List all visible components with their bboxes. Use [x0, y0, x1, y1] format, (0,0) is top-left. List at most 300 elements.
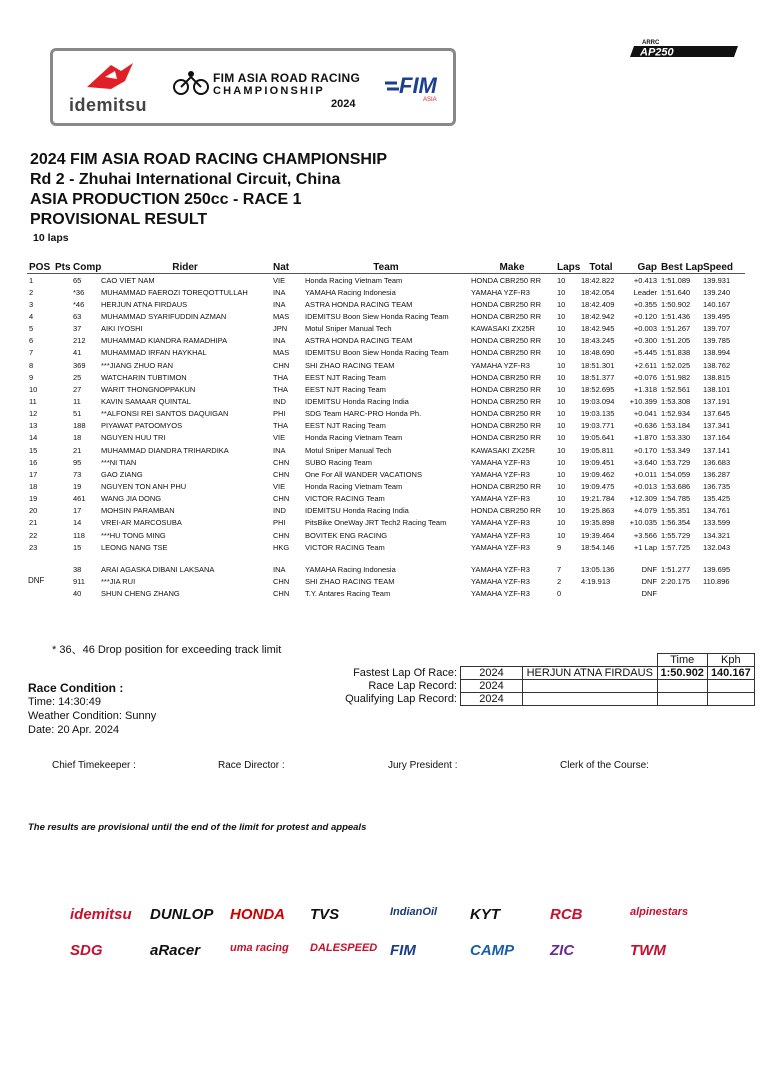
- cell-pts: [53, 286, 71, 298]
- cell-nat: CHN: [273, 469, 290, 479]
- cell-nat: CHN: [273, 576, 290, 586]
- cell-pts: [53, 347, 71, 359]
- cell-speed: 137.164: [703, 433, 731, 443]
- cell-comp: 11: [73, 396, 81, 406]
- results-body: [27, 274, 745, 554]
- cell-comp: 65: [73, 275, 82, 285]
- cell-nat: VIE: [273, 433, 286, 443]
- cell-team: EEST NJT Racing Team: [305, 384, 386, 394]
- cell-make: YAMAHA YZF-R3: [471, 542, 530, 552]
- cell-make: YAMAHA YZF-R3: [471, 530, 530, 540]
- cell-gap: +2.611: [634, 360, 657, 370]
- cell-pts: [53, 383, 71, 395]
- cell-team: Honda Racing Vietnam Team: [305, 275, 403, 285]
- cell-laps: 10: [557, 445, 566, 455]
- result-row: [27, 395, 745, 407]
- result-row: [27, 286, 745, 298]
- title-class-race: ASIA PRODUCTION 250cc - RACE 1: [30, 191, 302, 208]
- cell-comp: 369: [73, 360, 86, 370]
- cell-pos: 10: [29, 384, 38, 394]
- cell-team: One For All WANDER VACATIONS: [305, 469, 422, 479]
- cell-total: 18:43.245: [581, 336, 615, 346]
- cell-comp: 37: [73, 324, 82, 334]
- cell-total: 18:51.301: [581, 360, 615, 370]
- cell-comp: 95: [73, 457, 82, 467]
- cell-make: HONDA CBR250 RR: [471, 421, 542, 431]
- cell-laps: 10: [557, 336, 566, 346]
- cell-best-lap: 1:51.982: [661, 372, 691, 382]
- sponsor-logo-tvs: TVS: [310, 906, 340, 923]
- cell-total: 19:03.771: [581, 421, 615, 431]
- cell-best-lap: 1:52.934: [661, 409, 691, 419]
- cell-comp: *36: [73, 287, 85, 297]
- cell-total: 18:42.054: [581, 287, 615, 297]
- cell-gap: +1.870: [633, 433, 657, 443]
- cell-nat: VIE: [273, 275, 286, 285]
- cell-laps: 10: [557, 299, 566, 309]
- cell-best-lap: 1:55.729: [661, 530, 691, 540]
- cell-team: Honda Racing Vietnam Team: [305, 481, 403, 491]
- cell-speed: 138.101: [703, 384, 731, 394]
- cell-rider: WARIT THONGNOPPAKUN: [101, 384, 196, 394]
- cell-laps: 9: [557, 542, 562, 552]
- dnf-label: DNF: [28, 576, 45, 585]
- motorcycle-rider-icon: [171, 67, 211, 97]
- cell-speed: 139.785: [703, 336, 731, 346]
- cell-speed: 133.599: [703, 518, 731, 528]
- cell-gap: +10.035: [629, 518, 657, 528]
- dnf-body: [27, 553, 745, 599]
- cell-gap: DNF: [641, 589, 657, 599]
- cell-team: Honda Racing Vietnam Team: [305, 433, 403, 443]
- cell-total: 18:42.942: [581, 311, 615, 321]
- cell-total: 18:51.377: [581, 372, 615, 382]
- cell-rider: WANG JIA DONG: [101, 494, 162, 504]
- fim-logo-text: FIM: [399, 73, 437, 98]
- sponsor-logo-camp: CAMP: [470, 942, 515, 959]
- cell-best-lap: 1:54.785: [661, 494, 691, 504]
- qualifying-lap-record-year: 2024: [461, 693, 523, 706]
- cell-best-lap: [659, 588, 701, 600]
- cell-gap: +0.120: [633, 311, 657, 321]
- cell-total: 4:19.913: [581, 576, 611, 586]
- cell-nat: PHI: [273, 518, 286, 528]
- race-laps-note: 10 laps: [33, 232, 69, 244]
- cell-pts: [53, 371, 71, 383]
- result-row: [27, 420, 745, 432]
- cell-speed: 138.994: [703, 348, 731, 358]
- cell-make: HONDA CBR250 RR: [471, 372, 542, 382]
- cell-gap: +0.300: [633, 336, 657, 346]
- cell-speed: 137.141: [703, 445, 731, 455]
- cell-speed: 110.896: [703, 576, 730, 586]
- fim-asia-logo: [383, 69, 449, 103]
- cell-pos: 19: [29, 494, 38, 504]
- result-row: [27, 323, 745, 335]
- cell-pos: [27, 563, 53, 575]
- provisional-disclaimer: The results are provisional until the end of the limit for protest and appeals: [28, 822, 367, 833]
- cell-total: 18:48.690: [581, 348, 615, 358]
- result-row: [27, 468, 745, 480]
- cell-team: IDEMITSU Boon Siew Honda Racing Team: [305, 311, 449, 321]
- result-row: [27, 432, 745, 444]
- result-row: [27, 359, 745, 371]
- cell-speed: 138.815: [703, 372, 731, 382]
- cell-comp: 27: [73, 384, 82, 394]
- title-championship: 2024 FIM ASIA ROAD RACING CHAMPIONSHIP: [30, 151, 388, 168]
- cell-comp: 38: [73, 564, 82, 574]
- cell-nat: THA: [273, 372, 288, 382]
- cell-speed: 134.321: [703, 530, 731, 540]
- cell-gap: +5.445: [633, 348, 657, 358]
- cell-best-lap: 1:56.354: [661, 518, 691, 528]
- cell-pts: [53, 395, 71, 407]
- cell-total: 18:52.695: [581, 384, 615, 394]
- cell-pts: [53, 575, 71, 587]
- cell-total: 19:35.898: [581, 518, 615, 528]
- cell-speed: 132.043: [703, 542, 731, 552]
- cell-team: IDEMITSU Honda Racing India: [305, 506, 409, 516]
- cell-gap: +0.011: [634, 469, 657, 479]
- cell-nat: CHN: [273, 589, 290, 599]
- cell-pts: [53, 444, 71, 456]
- cell-laps: 10: [557, 518, 566, 528]
- cell-speed: 139.931: [703, 275, 731, 285]
- cell-pts: [53, 298, 71, 310]
- race-lap-record-row: [318, 680, 754, 693]
- sponsor-logo-honda: HONDA: [230, 906, 285, 923]
- col-header-pts: Pts: [55, 261, 71, 273]
- col-header-comp: Comp: [73, 261, 102, 273]
- sponsor-logo-alpinestars: alpinestars: [630, 906, 689, 918]
- result-row: [27, 347, 745, 359]
- sponsor-logo-kyt: KYT: [470, 906, 500, 923]
- cell-pos: 3: [29, 299, 34, 309]
- cell-best-lap: 1:53.729: [661, 457, 691, 467]
- idemitsu-flame-icon: [81, 59, 141, 93]
- cell-team: ASTRA HONDA RACING TEAM: [305, 299, 413, 309]
- dnf-row: [27, 563, 745, 575]
- cell-pos: 22: [29, 530, 38, 540]
- cell-pos: 6: [29, 336, 34, 346]
- records-header-row: [318, 654, 754, 667]
- cell-make: YAMAHA YZF-R3: [471, 360, 530, 370]
- cell-make: KAWASAKI ZX25R: [471, 445, 536, 455]
- cell-rider: **ALFONSI REI SANTOS DAQUIGAN: [101, 409, 229, 419]
- results-header-row: [27, 261, 745, 274]
- cell-speed: 137.341: [703, 421, 731, 431]
- cell-speed: 137.191: [703, 396, 731, 406]
- cell-speed: 136.735: [703, 481, 731, 491]
- race-date: Date: 20 Apr. 2024: [28, 724, 120, 736]
- cell-make: YAMAHA YZF-R3: [471, 457, 530, 467]
- cell-nat: VIE: [273, 481, 286, 491]
- cell-pts: [53, 529, 71, 541]
- cell-gap: +0.413: [633, 275, 657, 285]
- cell-nat: IND: [273, 506, 286, 516]
- cell-rider: ***JIANG ZHUO RAN: [101, 360, 174, 370]
- cell-pos: 16: [29, 457, 38, 467]
- cell-nat: THA: [273, 384, 288, 394]
- cell-make: HONDA CBR250 RR: [471, 275, 542, 285]
- race-lap-record-year: 2024: [461, 680, 523, 693]
- cell-make: HONDA CBR250 RR: [471, 348, 542, 358]
- cell-rider: ***JIA RUI: [101, 576, 136, 586]
- cell-total: 13:05.136: [581, 564, 615, 574]
- cell-best-lap: 1:51.205: [661, 336, 691, 346]
- header-logo-box: [50, 48, 456, 126]
- cell-nat: HKG: [273, 542, 290, 552]
- cell-gap: +0.170: [633, 445, 657, 455]
- cell-nat: IND: [273, 396, 286, 406]
- dnf-spacer-row: [27, 553, 745, 563]
- cell-pts: [53, 456, 71, 468]
- cell-rider: WATCHARIN TUBTIMON: [101, 372, 187, 382]
- cell-best-lap: 1:55.351: [661, 506, 691, 516]
- cell-pts: [53, 310, 71, 322]
- cell-best-lap: 1:53.686: [661, 481, 691, 491]
- cell-pos: 14: [29, 433, 38, 443]
- cell-team: Motul Sniper Manual Tech: [305, 445, 392, 455]
- cell-total: 19:03.135: [581, 409, 615, 419]
- col-header-pos: POS: [27, 261, 53, 274]
- cell-nat: THA: [273, 421, 288, 431]
- cell-comp: 19: [73, 481, 82, 491]
- records-col-time: Time: [657, 654, 707, 667]
- cell-laps: 10: [557, 409, 566, 419]
- cell-best-lap: 2:20.175: [661, 576, 691, 586]
- cell-laps: 2: [557, 576, 562, 586]
- cell-team: VICTOR RACING Team: [305, 494, 385, 504]
- cell-pts: [53, 335, 71, 347]
- cell-make: HONDA CBR250 RR: [471, 409, 542, 419]
- cell-make: HONDA CBR250 RR: [471, 481, 542, 491]
- cell-team: SUBO Racing Team: [305, 457, 372, 467]
- cell-best-lap: 1:54.059: [661, 469, 691, 479]
- cell-pts: [53, 541, 71, 553]
- cell-team: SHI ZHAO RACING TEAM: [305, 576, 395, 586]
- cell-best-lap: 1:53.330: [661, 433, 691, 443]
- cell-speed: 139.707: [703, 324, 731, 334]
- sponsor-logo-fim: FIM: [390, 942, 416, 959]
- sponsor-logo-rcb: RCB: [550, 906, 583, 923]
- cell-team: SHI ZHAO RACING TEAM: [305, 360, 395, 370]
- col-header-speed: Speed: [701, 261, 745, 274]
- cell-pts: [53, 359, 71, 371]
- sponsor-logo-idemitsu: idemitsu: [70, 906, 132, 923]
- cell-team: BOVITEK ENG RACING: [305, 530, 388, 540]
- cell-comp: 17: [73, 506, 82, 516]
- cell-nat: INA: [273, 336, 286, 346]
- fastest-lap-rider: HERJUN ATNA FIRDAUS: [523, 667, 658, 680]
- cell-gap: +3.640: [633, 457, 657, 467]
- cell-laps: 10: [557, 275, 566, 285]
- arrc-small-text: ARRC: [642, 40, 660, 46]
- cell-laps: 10: [557, 433, 566, 443]
- cell-total: 19:25.863: [581, 506, 615, 516]
- cell-best-lap: 1:51.640: [661, 287, 691, 297]
- cell-best-lap: 1:53.308: [661, 396, 691, 406]
- cell-laps: 10: [557, 324, 566, 334]
- fastest-lap-time: 1:50.902: [657, 667, 707, 680]
- cell-laps: 10: [557, 506, 566, 516]
- results-table: [27, 261, 745, 600]
- cell-laps: 10: [557, 457, 566, 467]
- cell-make: HONDA CBR250 RR: [471, 299, 542, 309]
- cell-total: 19:03.094: [581, 396, 615, 406]
- cell-team: YAMAHA Racing Indonesia: [305, 564, 396, 574]
- cell-best-lap: 1:57.725: [661, 542, 691, 552]
- cell-gap: +4.079: [633, 506, 657, 516]
- cell-laps: 10: [557, 494, 566, 504]
- col-header-make: Make: [469, 261, 555, 274]
- cell-best-lap: 1:51.089: [661, 275, 691, 285]
- result-row: [27, 335, 745, 347]
- cell-laps: 10: [557, 384, 566, 394]
- championship-logo-line1: FIM ASIA ROAD RACING: [213, 71, 361, 85]
- cell-best-lap: 1:52.025: [661, 360, 691, 370]
- cell-pos: 13: [29, 421, 38, 431]
- fastest-lap-year: 2024: [461, 667, 523, 680]
- cell-pts: [53, 493, 71, 505]
- cell-pts: [53, 420, 71, 432]
- cell-rider: NGUYEN TON ANH PHU: [101, 481, 187, 491]
- cell-pts: [53, 480, 71, 492]
- cell-laps: 7: [557, 564, 562, 574]
- result-row: [27, 541, 745, 553]
- cell-gap: +0.076: [633, 372, 657, 382]
- cell-team: VICTOR RACING Team: [305, 542, 385, 552]
- cell-rider: ARAI AGASKA DIBANI LAKSANA: [101, 564, 215, 574]
- result-row: [27, 371, 745, 383]
- cell-pos: [27, 588, 53, 600]
- result-row: [27, 505, 745, 517]
- cell-nat: INA: [273, 287, 286, 297]
- cell-comp: 212: [73, 336, 86, 346]
- cell-gap: +12.309: [629, 494, 657, 504]
- cell-make: HONDA CBR250 RR: [471, 433, 542, 443]
- clerk-of-course-signature: Clerk of the Course:: [560, 760, 649, 771]
- cell-rider: GAO ZIANG: [101, 469, 143, 479]
- cell-gap: DNF: [641, 576, 657, 586]
- cell-team: ASTRA HONDA RACING TEAM: [305, 336, 413, 346]
- records-col-kph: Kph: [707, 654, 754, 667]
- cell-rider: LEONG NANG TSE: [101, 542, 168, 552]
- jury-president-signature: Jury President :: [388, 760, 458, 771]
- fastest-lap-label: Fastest Lap Of Race:: [353, 667, 457, 679]
- cell-pos: 11: [29, 396, 37, 406]
- cell-pos: 5: [29, 324, 34, 334]
- cell-laps: 10: [557, 530, 566, 540]
- cell-comp: 51: [73, 409, 82, 419]
- cell-laps: 10: [557, 372, 566, 382]
- cell-make: YAMAHA YZF-R3: [471, 287, 530, 297]
- championship-logo-line2: CHAMPIONSHIP: [213, 85, 325, 97]
- cell-make: YAMAHA YZF-R3: [471, 564, 530, 574]
- cell-gap: +0.636: [633, 421, 657, 431]
- cell-best-lap: 1:53.349: [661, 445, 691, 455]
- col-header-rider: Rider: [99, 261, 271, 274]
- cell-total: 18:54.146: [581, 542, 615, 552]
- cell-laps: 10: [557, 311, 566, 321]
- cell-total: 19:05.811: [581, 445, 614, 455]
- cell-pos: 21: [29, 518, 38, 528]
- cell-pts: [53, 517, 71, 529]
- cell-speed: 135.425: [703, 494, 731, 504]
- dnf-row: [27, 575, 745, 587]
- cell-team: EEST NJT Racing Team: [305, 421, 386, 431]
- cell-laps: 10: [557, 348, 566, 358]
- cell-speed: 136.287: [703, 469, 731, 479]
- chief-timekeeper-signature: Chief Timekeeper :: [52, 760, 136, 771]
- cell-rider: VREI-AR MARCOSUBA: [101, 518, 182, 528]
- result-row: [27, 383, 745, 395]
- cell-pos: 9: [29, 372, 34, 382]
- cell-speed: 138.762: [703, 360, 731, 370]
- cell-pts: [53, 563, 71, 575]
- sponsor-logo-indianoil: IndianOil: [390, 906, 438, 918]
- cell-gap: DNF: [641, 564, 657, 574]
- cell-rider: MUHAMMAD SYARIFUDDIN AZMAN: [101, 311, 227, 321]
- cell-laps: 10: [557, 396, 566, 406]
- cell-rider: MUHAMMAD FAEROZI TOREQOTTULLAH: [101, 287, 248, 297]
- cell-rider: NGUYEN HUU TRI: [101, 433, 166, 443]
- col-header-total: Total: [579, 261, 623, 274]
- result-row: [27, 529, 745, 541]
- cell-pos: 18: [29, 481, 38, 491]
- cell-rider: HERJUN ATNA FIRDAUS: [101, 299, 188, 309]
- fastest-lap-row: [318, 667, 754, 680]
- cell-gap: +0.041: [633, 409, 657, 419]
- cell-nat: CHN: [273, 494, 290, 504]
- race-lap-record-label: Race Lap Record:: [368, 680, 457, 692]
- cell-comp: 15: [73, 542, 82, 552]
- cell-best-lap: 1:53.184: [661, 421, 691, 431]
- cell-total: 18:42.409: [581, 299, 615, 309]
- cell-laps: 10: [557, 481, 566, 491]
- cell-team: Motul Sniper Manual Tech: [305, 324, 392, 334]
- cell-team: T.Y. Antares Racing Team: [305, 589, 391, 599]
- cell-pts: [53, 408, 71, 420]
- cell-team: IDEMITSU Boon Siew Honda Racing Team: [305, 348, 449, 358]
- idemitsu-wordmark: idemitsu: [69, 95, 148, 115]
- cell-comp: 25: [73, 372, 82, 382]
- cell-team: EEST NJT Racing Team: [305, 372, 386, 382]
- arrc-ap250-logo: [630, 38, 742, 58]
- fim-logo-sub: ASIA: [423, 97, 437, 103]
- sponsor-logo-dalespeed: DALESPEED: [310, 942, 378, 954]
- footnote-penalty: * 36、46 Drop position for exceeding track limit: [52, 644, 282, 656]
- cell-laps: 10: [557, 287, 566, 297]
- cell-comp: 40: [73, 589, 82, 599]
- cell-pos: 20: [29, 506, 38, 516]
- cell-nat: CHN: [273, 360, 290, 370]
- cell-team: IDEMITSU Honda Racing India: [305, 396, 409, 406]
- cell-total: 18:42.945: [581, 324, 615, 334]
- cell-comp: 41: [73, 348, 82, 358]
- cell-comp: 911: [73, 576, 85, 586]
- cell-comp: 118: [73, 530, 85, 540]
- cell-total: 19:39.464: [581, 530, 615, 540]
- cell-nat: MAS: [273, 311, 290, 321]
- cell-pts: [53, 468, 71, 480]
- cell-total: 19:09.451: [581, 457, 615, 467]
- cell-nat: INA: [273, 445, 286, 455]
- cell-pos: 8: [29, 360, 34, 370]
- result-row: [27, 456, 745, 468]
- cell-make: YAMAHA YZF-R3: [471, 576, 530, 586]
- cell-make: YAMAHA YZF-R3: [471, 518, 530, 528]
